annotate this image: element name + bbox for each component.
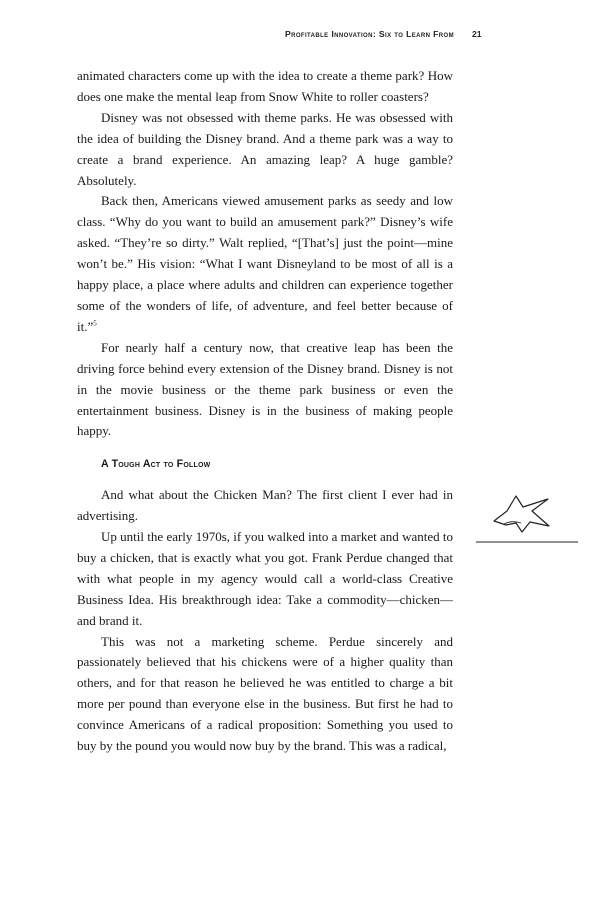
paragraph: animated characters come up with the idea to create a theme park? How does one make the mental leap from Snow White to roller coasters? bbox=[77, 68, 453, 104]
section-heading: A Tough Act to Follow bbox=[101, 458, 211, 471]
paragraph: Disney was not obsessed with theme parks. He was obsessed with the idea of building the Disney brand. And a theme park was a way to create a brand experience. An amazing leap? A huge gamble? Absolutely. bbox=[77, 109, 453, 188]
paragraph: And what about the Chicken Man? The first client I ever had in advertising. bbox=[77, 487, 453, 524]
paragraph: For nearly half a century now, that creative leap has been the driving force behind every extension of the Disney brand. Disney is not in the movie business or the theme park business or even the entertainment business. Disney is in the business of making people happy. bbox=[77, 339, 453, 439]
page-number: 21 bbox=[472, 29, 482, 39]
paragraph: This was not a marketing scheme. Perdue sincerely and passionately believed that his chickens were of a higher quality than others, and for that reason he believed he was entitled to charge a bit more per pound than everyone else in the business. But first he had to convince Americans of a radical proposition: Something you used to buy by the pound you would now buy by the brand. This was a radical, bbox=[77, 633, 453, 754]
running-head-title: Profitable Innovation: Six to Learn From bbox=[284, 29, 454, 39]
footnote-marker: 5 bbox=[93, 319, 97, 328]
body-text bbox=[77, 66, 453, 757]
paragraph-text: Back then, Americans viewed amusement parks as seedy and low class. “Why do you want to build an amusement park?” Disney’s wife asked. “They’re so dirty.” Walt replied, “[That’s] just the point—mine won’t be.” His vision: “What I want Disneyland to be most of all is a happy place, a place where adults and children can experience together some of the wonders of life, of adventure, and feel better because of it.” bbox=[77, 193, 453, 334]
paragraph bbox=[77, 191, 453, 337]
star-doodle-icon bbox=[476, 490, 580, 546]
paragraph: Up until the early 1970s, if you walked into a market and wanted to buy a chicken, that is exactly what you got. Frank Perdue changed that with what people in my agency would call a world-class Creative Business Idea. His breakthrough idea: Take a commodity—chicken—and brand it. bbox=[77, 529, 453, 628]
